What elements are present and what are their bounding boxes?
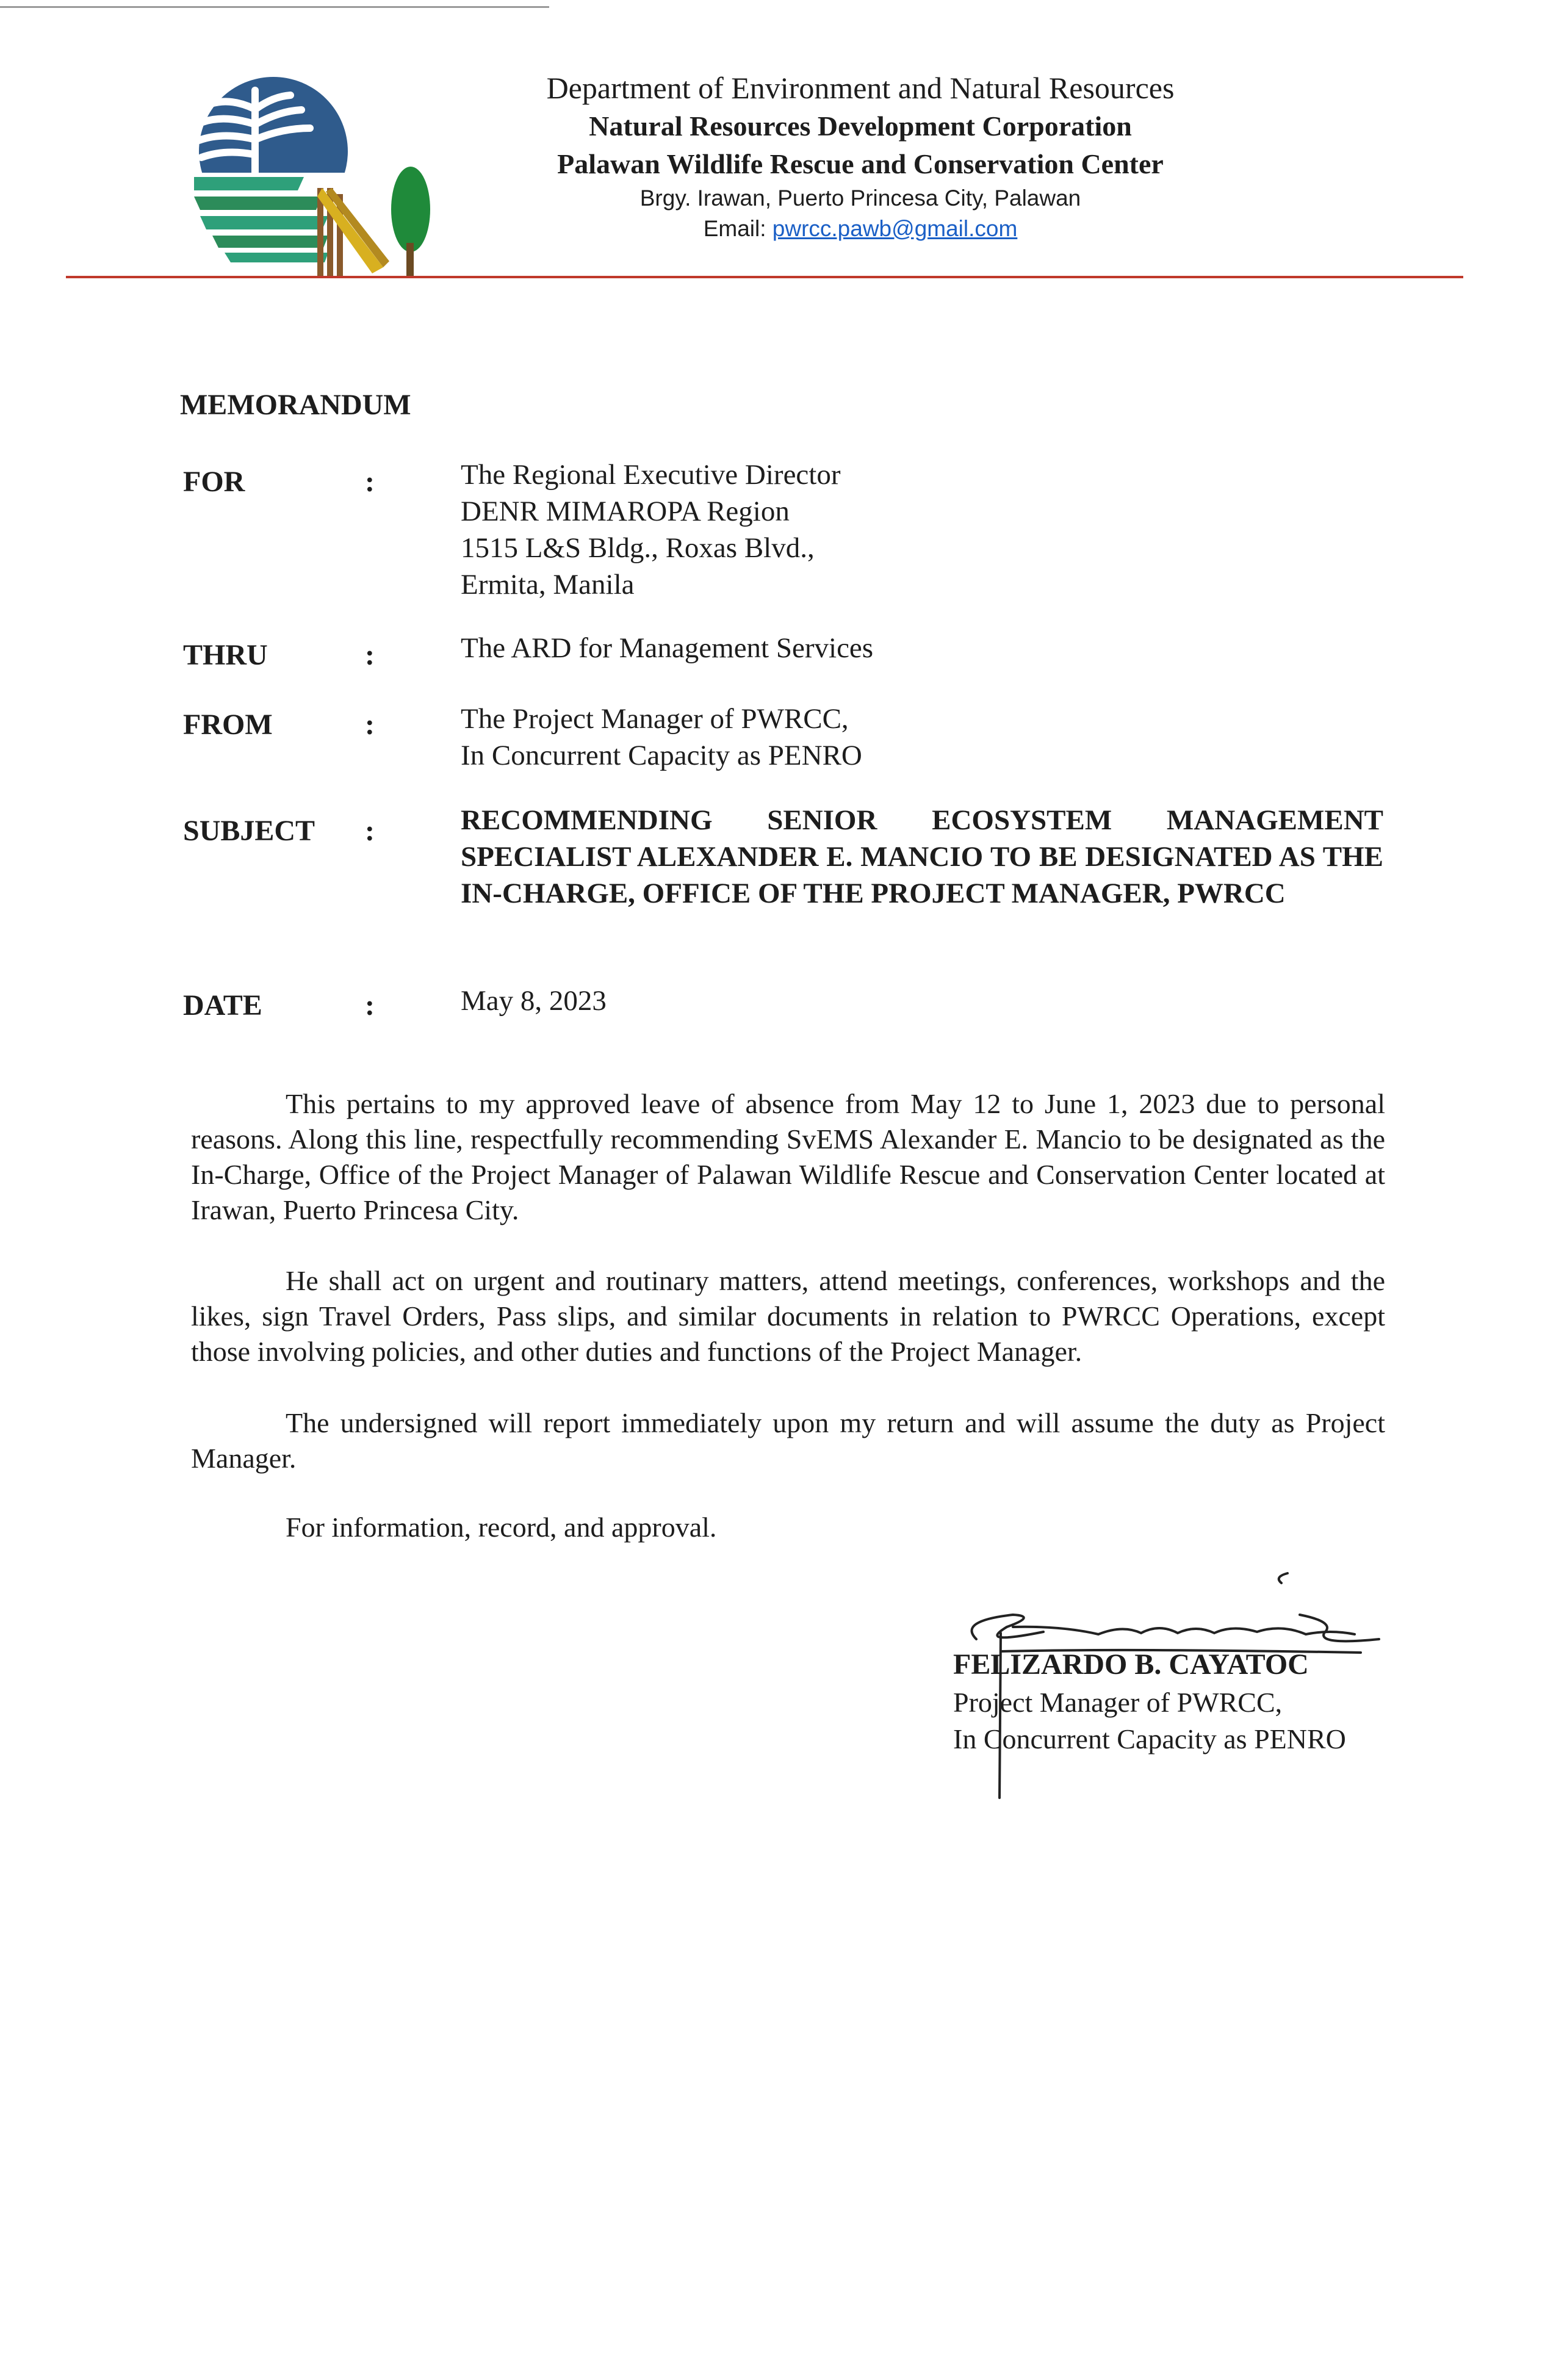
body-paragraph-3: The undersigned will report immediately upon my return and will assume the duty as Project Manager. bbox=[191, 1407, 1385, 1474]
for-line: The Regional Executive Director bbox=[461, 459, 841, 491]
email-label: Email: bbox=[703, 216, 766, 241]
for-label: FOR bbox=[183, 466, 245, 498]
body-paragraph-4: For information, record, and approval. bbox=[286, 1512, 717, 1543]
corporation-name: Natural Resources Development Corporation bbox=[589, 110, 1132, 142]
signatory-title-line-1: Project Manager of PWRCC, bbox=[953, 1687, 1283, 1718]
signatory-name: FELIZARDO B. CAYATOC bbox=[953, 1648, 1309, 1681]
from-line: The Project Manager of PWRCC, bbox=[461, 703, 849, 735]
for-line: Ermita, Manila bbox=[461, 569, 635, 600]
for-line: DENR MIMAROPA Region bbox=[461, 496, 790, 527]
memo-title: MEMORANDUM bbox=[180, 389, 411, 421]
from-value bbox=[461, 701, 862, 774]
denr-logo-icon bbox=[182, 66, 438, 278]
body-paragraph-1: This pertains to my approved leave of absence from May 12 to June 1, 2023 due to personal reasons. Along this line, respectfully recommending SvEMS Alexander E. Mancio to be designated as the In-Charge, Office of the Project Manager of Palawan Wildlife Rescue and Conservation Center located at Irawan, Puerto Princesa City. bbox=[191, 1088, 1385, 1225]
body-paragraph-2: He shall act on urgent and routinary matters, attend meetings, conferences, workshops and the likes, sign Travel Orders, Pass slips, and similar documents in relation to PWRCC Operations, except those involving policies, and other duties and functions of the Project Manager. bbox=[191, 1265, 1385, 1367]
for-value bbox=[461, 456, 841, 603]
thru-value: The ARD for Management Services bbox=[461, 632, 874, 664]
thru-colon: : bbox=[365, 639, 375, 671]
from-colon: : bbox=[365, 709, 375, 741]
letterhead bbox=[464, 68, 1257, 244]
letterhead-rule bbox=[66, 276, 1463, 278]
subject-colon: : bbox=[365, 815, 375, 847]
date-colon: : bbox=[365, 989, 375, 1022]
signatory-title-line-2: In Concurrent Capacity as PENRO bbox=[953, 1723, 1346, 1754]
address: Brgy. Irawan, Puerto Princesa City, Palawan bbox=[639, 186, 1081, 211]
date-label: DATE bbox=[183, 989, 262, 1022]
from-line: In Concurrent Capacity as PENRO bbox=[461, 740, 862, 771]
email-line bbox=[464, 214, 1257, 244]
subject-value: RECOMMENDING SENIOR ECOSYSTEM MANAGEMENT SPECIALIST ALEXANDER E. MANCIO TO BE DESIGNATED AS THE IN-CHARGE, OFFICE OF THE PROJECT MANAGER, PWRCC bbox=[461, 804, 1383, 909]
date-value: May 8, 2023 bbox=[461, 985, 607, 1017]
center-name: Palawan Wildlife Rescue and Conservation Center bbox=[557, 148, 1164, 179]
for-colon: : bbox=[365, 466, 375, 498]
for-line: 1515 L&S Bldg., Roxas Blvd., bbox=[461, 532, 815, 564]
from-label: FROM bbox=[183, 709, 273, 741]
subject-label: SUBJECT bbox=[183, 815, 315, 847]
email-link[interactable]: pwrcc.pawb@gmail.com bbox=[772, 216, 1018, 241]
scan-edge-line bbox=[0, 6, 549, 8]
department-name: Department of Environment and Natural Resources bbox=[546, 71, 1175, 105]
thru-label: THRU bbox=[183, 639, 268, 671]
